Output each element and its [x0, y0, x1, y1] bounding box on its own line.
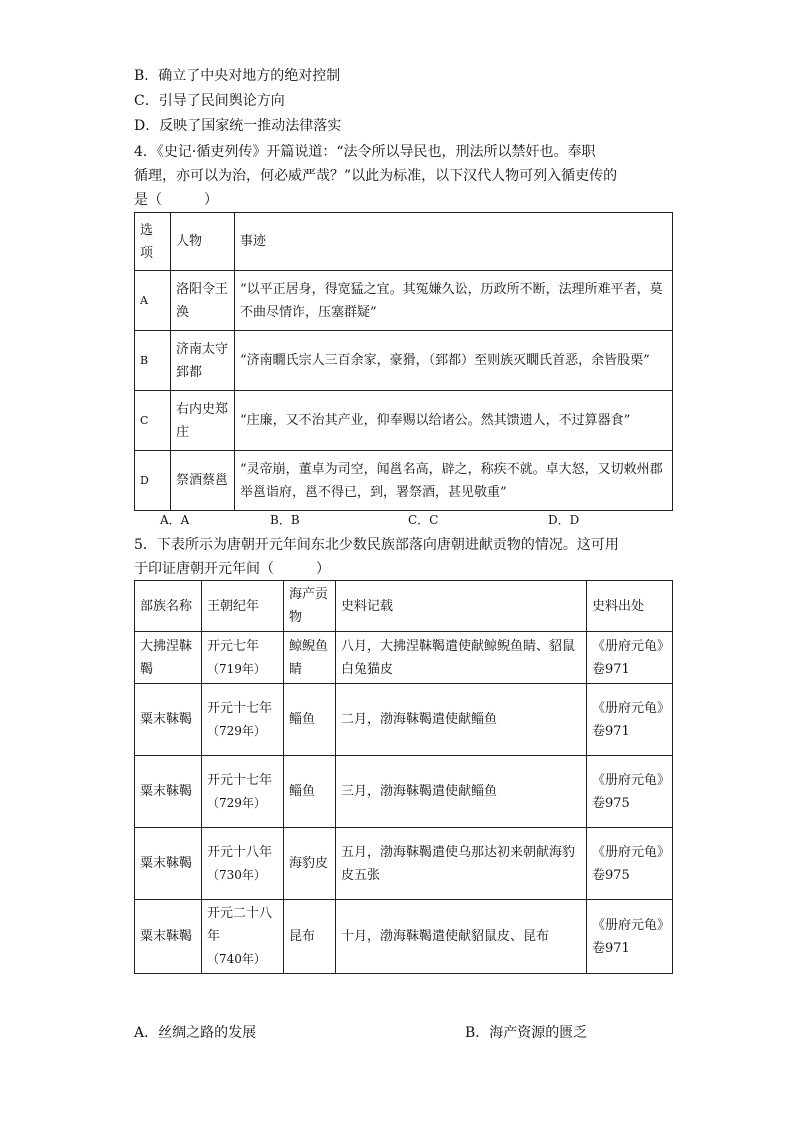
- row-source: 《册府元龟》卷971: [587, 900, 673, 974]
- header-source: 史料出处: [587, 581, 673, 632]
- era-name: 开元十七年: [207, 700, 273, 716]
- row-item: 海豹皮: [284, 828, 336, 900]
- header-record: 史料记载: [336, 581, 587, 632]
- table-header-row: [135, 213, 673, 271]
- table-row: [135, 271, 673, 331]
- row-source: 《册府元龟》卷975: [587, 828, 673, 900]
- table-row: [135, 900, 673, 974]
- row-option: C: [135, 391, 171, 451]
- question-4-option-a: A．A: [160, 513, 190, 527]
- prev-option-b: B．确立了中央对地方的绝对控制: [134, 68, 341, 84]
- row-record: 五月，渤海靺鞨遣使乌那达初来朝献海豹皮五张: [336, 828, 587, 900]
- question-5-line-1: 5．下表所示为唐朝开元年间东北少数民族部落向唐朝进献贡物的情况。这可用: [134, 537, 619, 553]
- row-option: D: [135, 451, 171, 511]
- row-record: 十月，渤海靺鞨遣使献貂鼠皮、昆布: [336, 900, 587, 974]
- row-option: B: [135, 331, 171, 391]
- era-year: （730年）: [207, 867, 266, 882]
- row-era: [202, 756, 284, 828]
- row-record: 二月，渤海靺鞨遣使献鲻鱼: [336, 684, 587, 756]
- era-year: （729年）: [207, 795, 266, 810]
- row-item: 鲻鱼: [284, 684, 336, 756]
- row-item: 昆布: [284, 900, 336, 974]
- row-item: 鲻鱼: [284, 756, 336, 828]
- row-deed: “灵帝崩，董卓为司空，闻邕名高，辟之，称疾不就。卓大怒，又切敕州郡举邕诣府，邕不得已，到，署祭酒，甚见敬重”: [235, 451, 673, 511]
- question-5-option-a: A．丝绸之路的发展: [134, 1025, 257, 1041]
- table-row: [135, 828, 673, 900]
- question-4-table: [134, 212, 673, 511]
- question-5-option-b: B．海产资源的匮乏: [465, 1025, 588, 1041]
- row-deed: “以平正居身，得宽猛之宜。其冤嫌久讼，历政所不断，法理所难平者，莫不曲尽情诈，压塞群疑”: [235, 271, 673, 331]
- header-era: 王朝纪年: [202, 581, 284, 632]
- row-person: 右内史郑庄: [171, 391, 235, 451]
- header-item: 海产贡物: [284, 581, 336, 632]
- row-person: 洛阳令王涣: [171, 271, 235, 331]
- era-name: 开元十七年: [207, 772, 273, 788]
- row-record: 八月，大拂涅靺鞨遣使献鲸鲵鱼睛、貂鼠白兔猫皮: [336, 632, 587, 684]
- era-name: 开元二十八年: [207, 906, 273, 944]
- row-option: A: [135, 271, 171, 331]
- prev-option-c: C．引导了民间舆论方向: [134, 93, 285, 109]
- row-era: [202, 900, 284, 974]
- question-5-line-2: 于印证唐朝开元年间（ ）: [134, 561, 330, 577]
- prev-option-d: D．反映了国家统一推动法律落实: [134, 118, 342, 134]
- row-deed: “庄廉，又不治其产业，仰奉赐以给诸公。然其馈遗人，不过算器食”: [235, 391, 673, 451]
- table-row: [135, 391, 673, 451]
- question-4-line-3: 是（ ）: [134, 192, 218, 208]
- row-tribe: 粟末靺鞨: [135, 756, 202, 828]
- era-year: （740年）: [207, 952, 266, 966]
- question-4-option-c: C．C: [408, 513, 439, 527]
- row-source: 《册府元龟》卷971: [587, 632, 673, 684]
- table-header-row: [135, 581, 673, 632]
- table-row: [135, 331, 673, 391]
- row-person: 济南太守郅都: [171, 331, 235, 391]
- header-person: 人物: [171, 213, 235, 271]
- row-person: 祭酒蔡邕: [171, 451, 235, 511]
- table-row: [135, 451, 673, 511]
- era-name: 开元七年: [207, 638, 260, 654]
- header-tribe: 部族名称: [135, 581, 202, 632]
- row-source: 《册府元龟》卷975: [587, 756, 673, 828]
- header-option: 选项: [135, 213, 171, 271]
- row-tribe: 粟末靺鞨: [135, 900, 202, 974]
- row-era: [202, 828, 284, 900]
- era-year: （729年）: [207, 723, 266, 738]
- table-row: [135, 756, 673, 828]
- row-source: 《册府元龟》卷971: [587, 684, 673, 756]
- table-row: [135, 632, 673, 684]
- question-5-stem: [134, 533, 674, 581]
- question-4-line-1: 4．《史记·循吏列传》开篇说道：“法令所以导民也，刑法所以禁奸也。奉职: [134, 144, 596, 160]
- row-era: [202, 684, 284, 756]
- table-row: [135, 684, 673, 756]
- era-year: （719年）: [207, 661, 266, 676]
- question-4-option-d: D．D: [548, 513, 580, 527]
- row-item: 鲸鲵鱼睛: [284, 632, 336, 684]
- header-deed: 事迹: [235, 213, 673, 271]
- row-record: 三月，渤海靺鞨遣使献鲻鱼: [336, 756, 587, 828]
- question-4-stem: [134, 140, 674, 212]
- row-era: [202, 632, 284, 684]
- question-5-table: [134, 580, 673, 974]
- row-tribe: 粟末靺鞨: [135, 828, 202, 900]
- row-tribe: 粟末靺鞨: [135, 684, 202, 756]
- question-4-option-b: B．B: [270, 513, 300, 527]
- row-deed: “济南瞯氏宗人三百余家，豪猾，（郅都）至则族灭瞯氏首恶，余皆股栗”: [235, 331, 673, 391]
- row-tribe: 大拂涅靺鞨: [135, 632, 202, 684]
- question-4-line-2: 循理，亦可以为治，何必威严哉？”以此为标准，以下汉代人物可列入循吏传的: [134, 168, 618, 184]
- era-name: 开元十八年: [207, 844, 273, 860]
